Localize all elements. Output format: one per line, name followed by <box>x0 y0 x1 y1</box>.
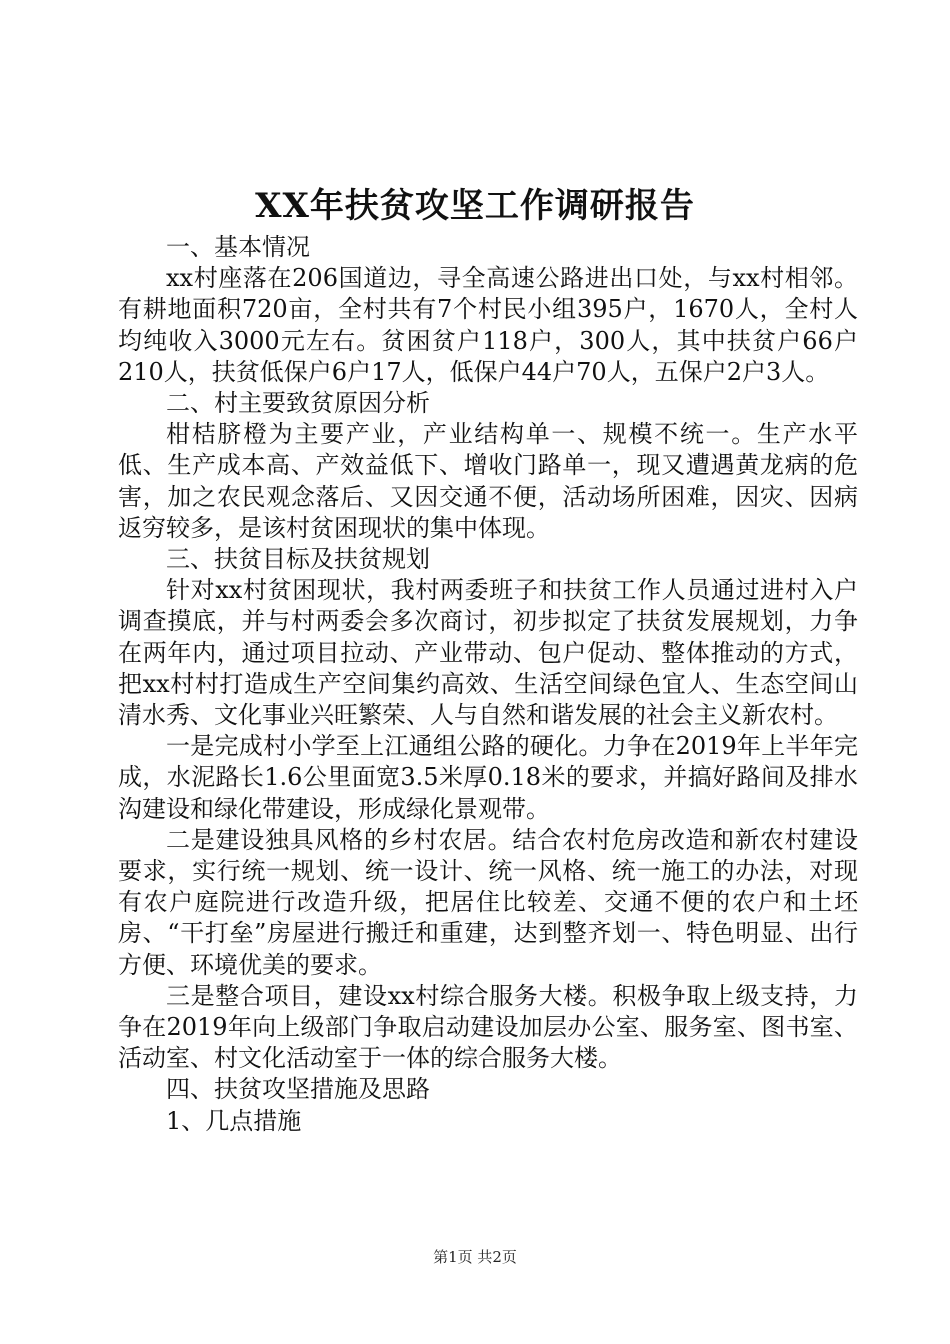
section-heading-measures: 四、扶贫攻坚措施及思路 <box>166 1075 430 1104</box>
paragraph-road-hardening: 一是完成村小学至上江通组公路的硬化。力争在2019年上半年完成，水泥路长1.6公里面宽3.5米厚0.18米的要求，并搞好路间及排水沟建设和绿化带建设，形成绿化景观带。 <box>118 732 858 823</box>
subsection-heading-measures: 1、几点措施 <box>166 1106 302 1135</box>
paragraph-rural-housing: 二是建设独具风格的乡村农居。结合农村危房改造和新农村建设要求，实行统一规划、统一设计、统一风格、统一施工的办法，对现有农户庭院进行改造升级，把居住比较差、交通不便的农户和土坯房、“干打垒”房屋进行搬迁和重建，达到整齐划一、特色明显、出行方便、环境优美的要求。 <box>118 825 858 979</box>
section-heading-goals-planning: 三、扶贫目标及扶贫规划 <box>166 545 430 574</box>
paragraph-service-building: 三是整合项目，建设xx村综合服务大楼。积极争取上级支持，力争在2019年向上级部门争取启动建设加层办公室、服务室、图书室、活动室、村文化活动室于一体的综合服务大楼。 <box>118 981 858 1073</box>
section-heading-poverty-causes: 二、村主要致贫原因分析 <box>166 389 430 418</box>
section-heading-basic-situation: 一、基本情况 <box>166 233 310 261</box>
paragraph-goals-planning: 针对xx村贫困现状，我村两委班子和扶贫工作人员通过进村入户调查摸底，并与村两委会多次商讨，初步拟定了扶贫发展规划，力争在两年内，通过项目拉动、产业带动、包户促动、整体推动的方式，把xx村村打造成生产空间集约高效、生活空间绿色宜人、生态空间山清水秀、文化事业兴旺繁荣、人与自然和谐发展的社会主义新农村。 <box>118 576 858 730</box>
paragraph-poverty-causes: 柑桔脐橙为主要产业，产业结构单一、规模不统一。生产水平低、生产成本高、产效益低下、增收门路单一，现又遭遇黄龙病的危害，加之农民观念落后、又因交通不便，活动场所困难，因灾、因病返穷较多，是该村贫困现状的集中体现。 <box>118 420 858 542</box>
document-body <box>118 232 858 1137</box>
page-footer: 第1页 共2页 <box>433 1248 517 1266</box>
document-title: XX年扶贫攻坚工作调研报告 <box>255 186 695 226</box>
paragraph-basic-situation: xx村座落在206国道边，寻全高速公路进出口处，与xx村相邻。有耕地面积720亩，全村共有7个村民小组395户，1670人，全村人均纯收入3000元左右。贫困贫户118户，300人，其中扶贫户66户210人，扶贫低保户6户17人，低保户44户70人，五保户2户3人。 <box>118 264 858 386</box>
